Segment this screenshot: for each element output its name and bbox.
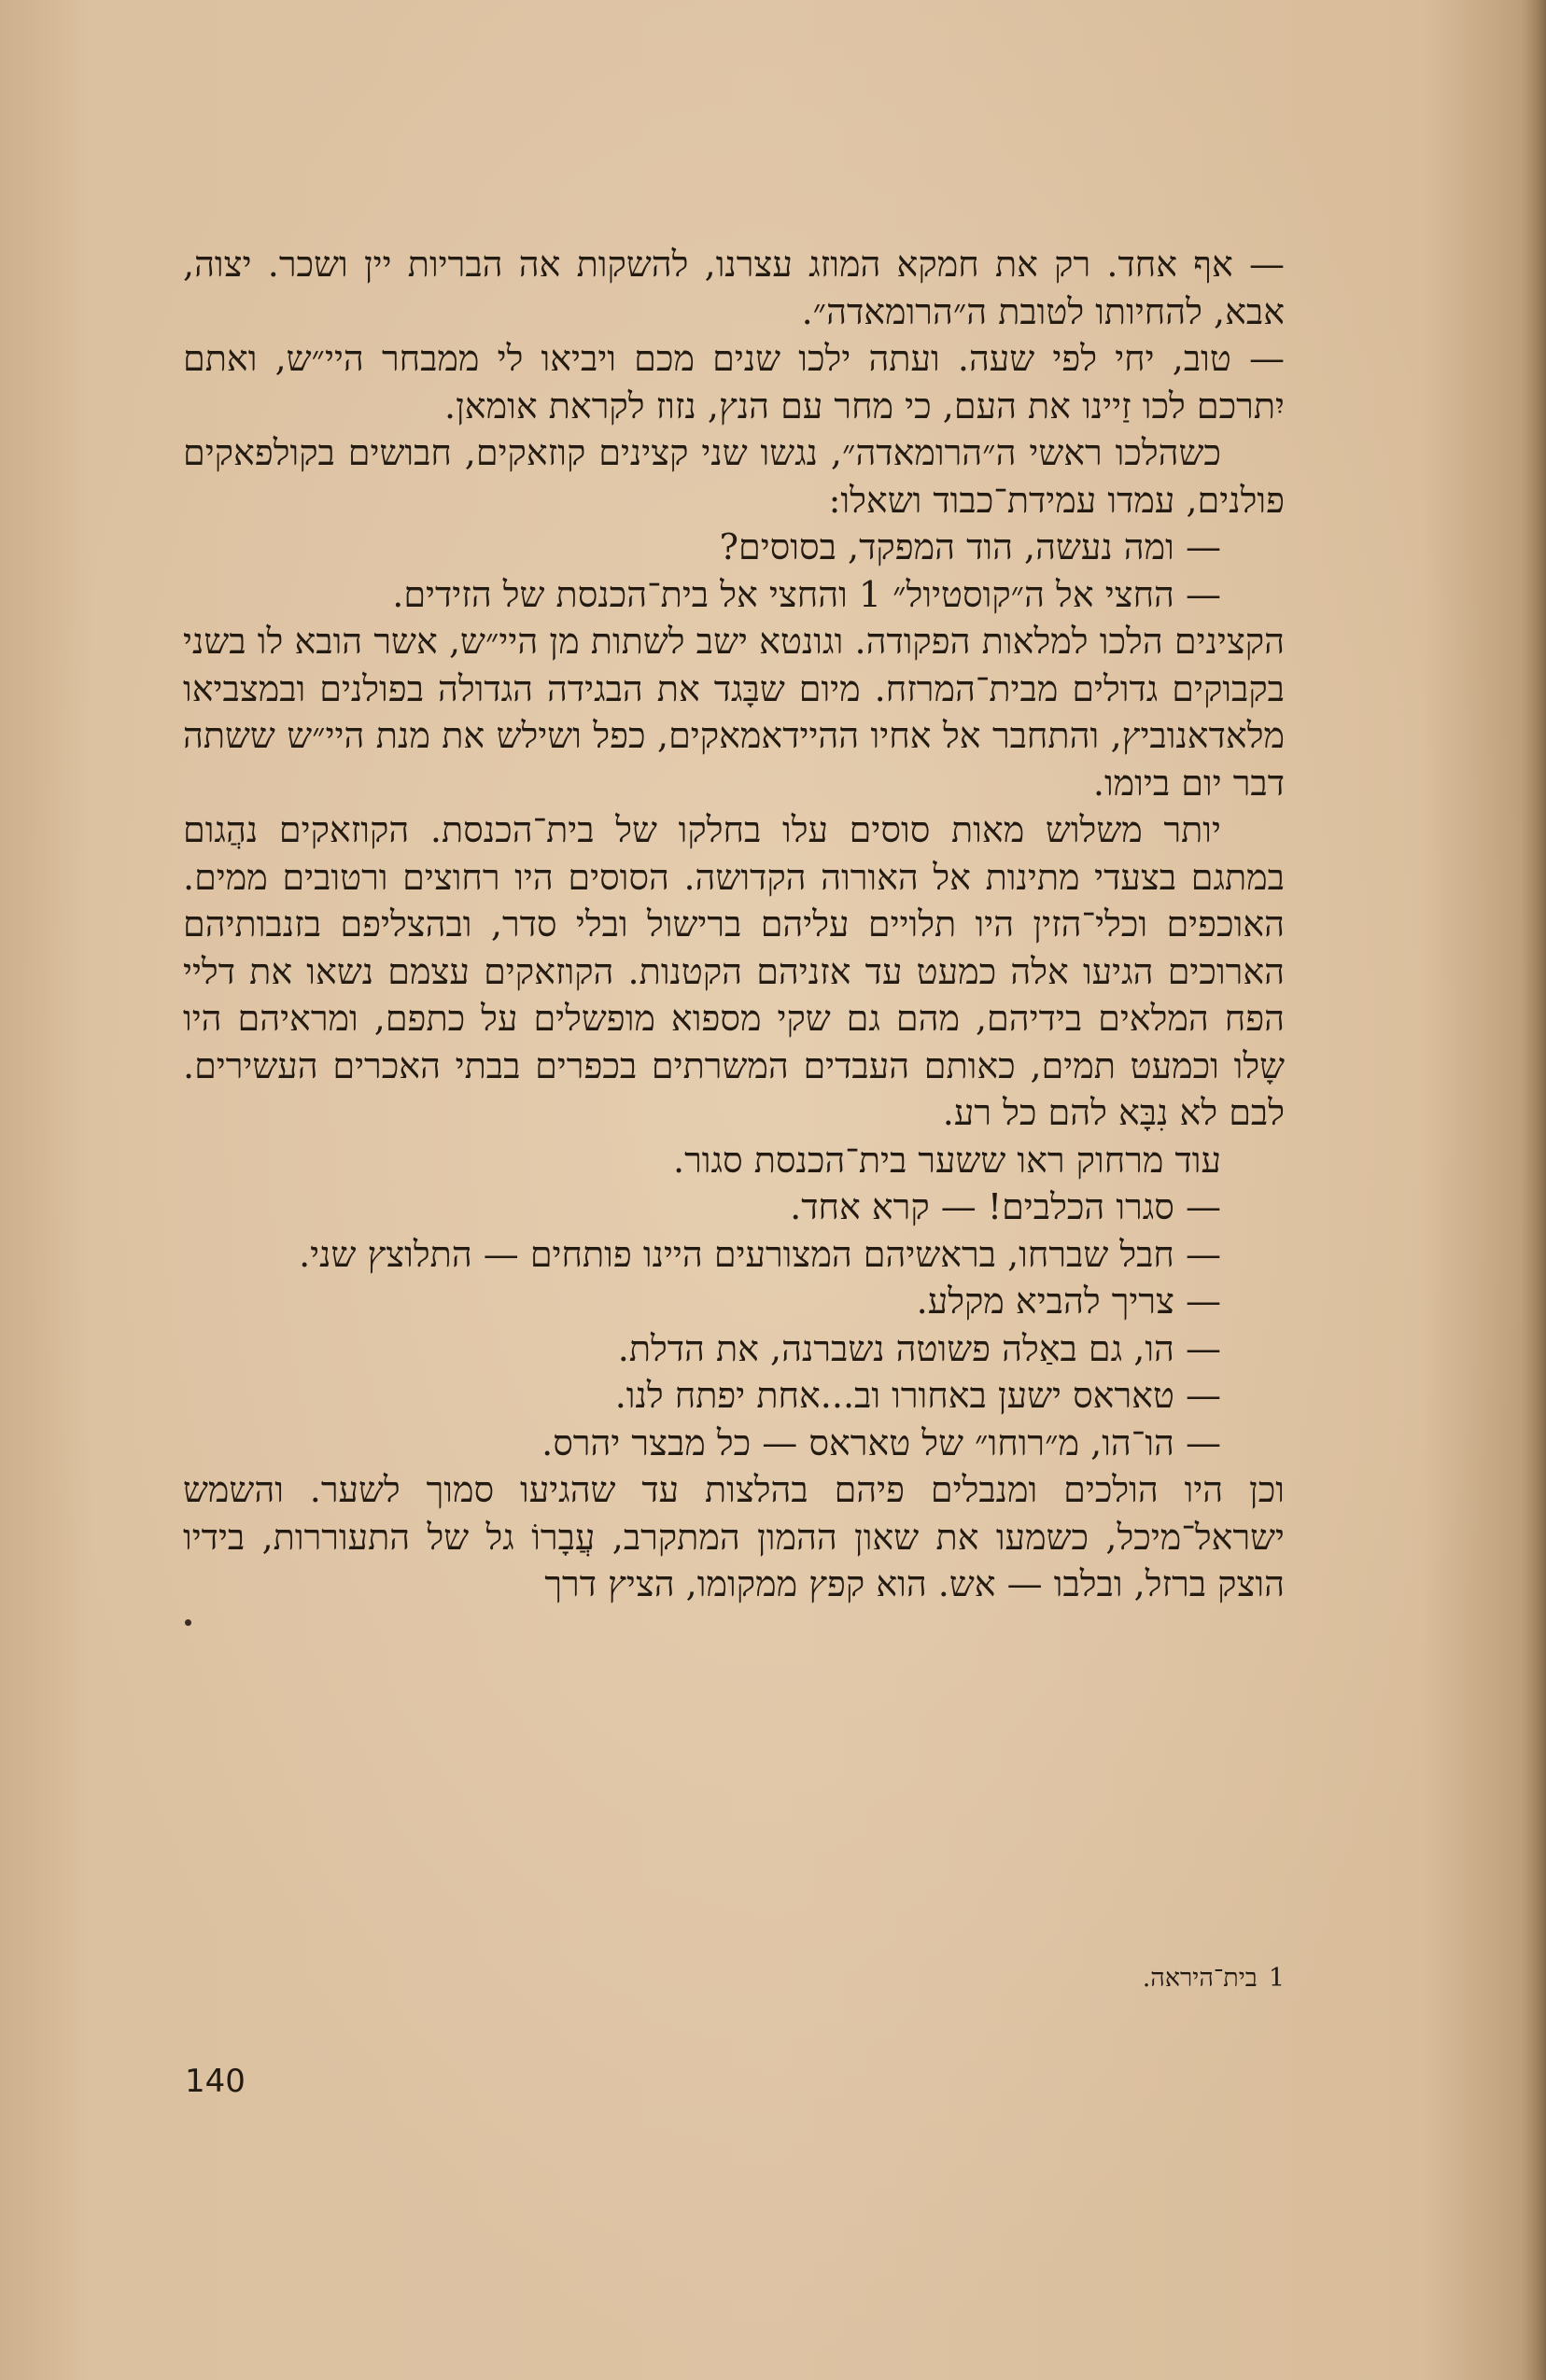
- paragraph-3: כשהלכו ראשי ה״הרומאדה״, נגשו שני קצינים קוזאקים, חבושים בקולפאקים פולנים, עמדו עמידת־כבוד ושאלו:: [183, 432, 1285, 521]
- footnote-text: בית־היראה.: [1142, 1964, 1258, 1993]
- footnote-number: 1: [1268, 1964, 1285, 1993]
- paragraph-15: וכן היו הולכים ומנבלים פיהם בהלצות עד שהגיעו סמוך לשער. והשמש ישראל־מיכל, כשמעו את שאון ההמון המתקרב, עֲבָרוֹ גל של התעוררות, בידיו הוצק ברזל, ובלבו — אש. הוא קפץ ממקומו, הציץ דרך: [183, 1469, 1286, 1604]
- paragraph-4: — ומה נעשה, הוד המפקד, בסוסים?: [719, 526, 1221, 567]
- paragraph-12: — הו, גם באַלה פשוטה נשברנה, את הדלת.: [617, 1327, 1221, 1369]
- paragraph-2: — טוב, יחי לפי שעה. ועתה ילכו שנים מכם ויביאו לי ממבחר היי״ש, ואתם יִתרכם לכו זַיינו את העם, כי מחר עם הנץ, נזוז לקראת אומאן.: [183, 338, 1285, 427]
- paragraph-11: — צריך להביא מקלע.: [916, 1281, 1221, 1322]
- main-text: [183, 241, 1285, 1608]
- ink-speck: [185, 1619, 191, 1626]
- paragraph-7: יותר משלוש מאות סוסים עלו בחלקו של בית־הכנסת. הקוזאקים נהֲגום במתגם בצעדי מתינות אל האורוה הקדושה. הסוסים היו רחוצים ורטובים ממים. האוכפים וכלי־הזין היו תלויים עליהם ברישול ובלי סדר, ובהצליפם בזנבותיהם הארוכים הגיעו אלה כמעט עד אזניהם הקטנות. הקוזאקים עצמם נשאו את דליי הפח המלאים בידיהם, מהם גם שקי מספוא מופשלים על כתפם, ומראיהם היו שָלו וכמעט תמים, כאותם העבדים המשרתים בכפרים בבתי האכרים העשירים. לבם לא נִבָּא להם כל רע.: [183, 809, 1285, 1133]
- footnote: [183, 1964, 1285, 1993]
- paragraph-10: — חבל שברחו, בראשיהם המצורעים היינו פותחים — התלוצץ שני.: [299, 1233, 1221, 1275]
- paragraph-13: — טאראס ישען באחורו וב...אחת יפתח לנו.: [614, 1375, 1221, 1416]
- paragraph-9: — סגרו הכלבים! — קרא אחד.: [790, 1186, 1221, 1227]
- paragraph-14: — הו־הו, מ״רוחו״ של טאראס — כל מבצר יהרס.: [541, 1421, 1221, 1463]
- page-number: 140: [185, 2063, 246, 2100]
- paragraph-1: — אף אחד. רק את חמקא המוזג עצרנו, להשקות אה הבריות יין ושכר. יצוה, אבא, להחיותו לטובת ה״הרומאדה״.: [183, 244, 1285, 332]
- page-edge-shadow: [1522, 0, 1546, 2380]
- paragraph-8: עוד מרחוק ראו ששער בית־הכנסת סגור.: [672, 1139, 1221, 1181]
- paragraph-5: — החצי אל ה״קוסטיול״ 1 והחצי אל בית־הכנסת של הזידים.: [392, 573, 1221, 615]
- paragraph-6: הקצינים הלכו למלאות הפקודה. וגונטא ישב לשתות מן היי״ש, אשר הובא לו בשני בקבוקים גדולים מבית־המרזח. מיום שבָּגד את הבגידה הגדולה בפולנים ובמצביאו מלאדאנוביץ, והתחבר אל אחיו ההיידאמאקים, כפל ושילש את מנת היי״ש ששתה דבר יום ביומו.: [183, 621, 1286, 804]
